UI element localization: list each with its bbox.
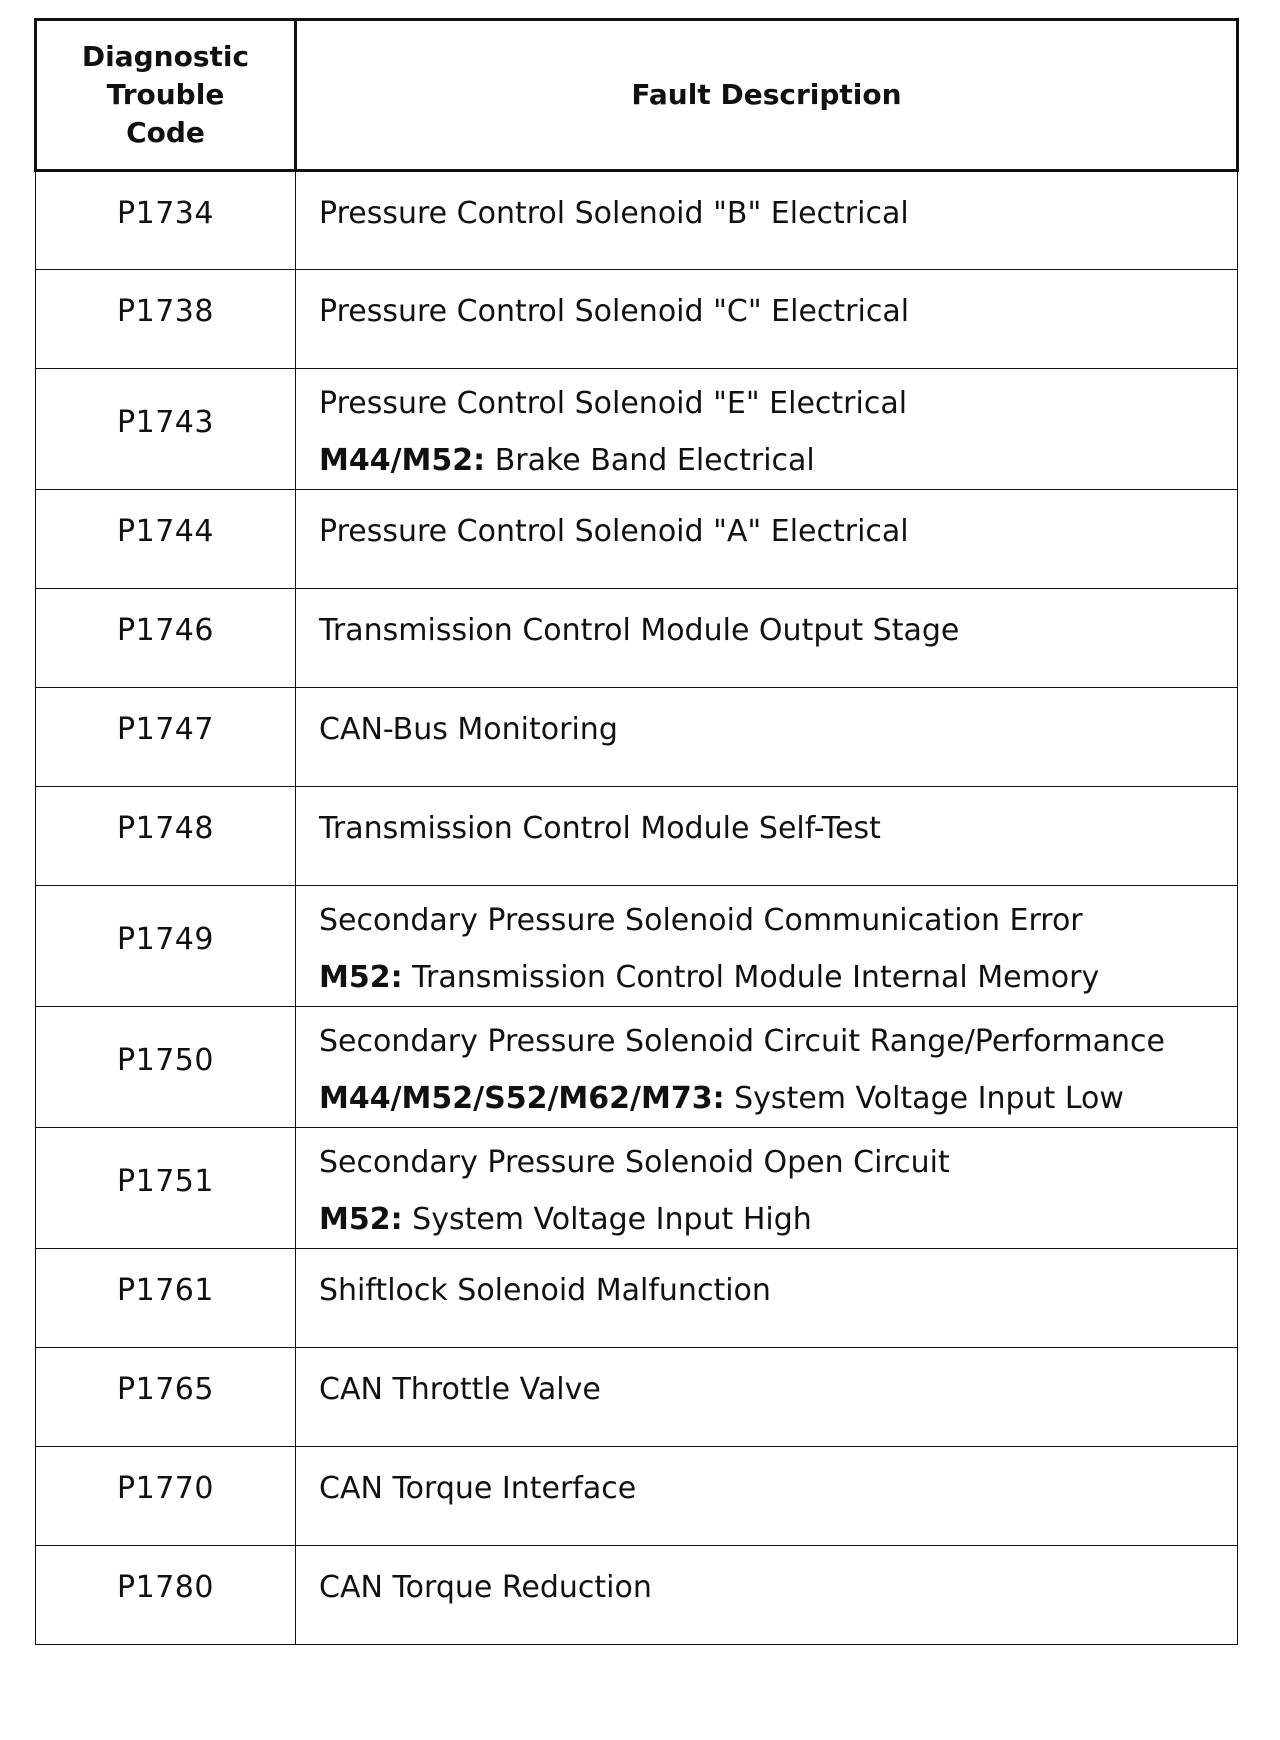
table-row <box>36 490 1238 589</box>
fault-description: CAN Torque Reduction <box>319 1570 652 1605</box>
dtc-code-cell <box>36 589 296 688</box>
header-code: Diagnostic Trouble Code <box>36 20 296 171</box>
dtc-code-cell <box>36 688 296 787</box>
engine-note-prefix: M52: <box>319 1202 403 1237</box>
dtc-code: P1734 <box>117 196 214 231</box>
fault-description-cell <box>296 589 1238 688</box>
dtc-code: P1780 <box>117 1570 214 1605</box>
fault-description: Pressure Control Solenoid "C" Electrical <box>319 294 910 329</box>
fault-description-cell <box>296 886 1238 1007</box>
fault-description: Pressure Control Solenoid "B" Electrical <box>319 196 909 231</box>
fault-description-cell <box>296 1546 1238 1645</box>
dtc-code-cell <box>36 1447 296 1546</box>
fault-description: Pressure Control Solenoid "E" Electrical <box>319 386 908 421</box>
fault-description: Transmission Control Module Output Stage <box>319 613 960 648</box>
fault-description-cell <box>296 787 1238 886</box>
table-row <box>36 1447 1238 1546</box>
dtc-code-cell <box>36 787 296 886</box>
table-row <box>36 886 1238 1007</box>
dtc-code: P1747 <box>117 712 214 747</box>
engine-note-text: System Voltage Input Low <box>724 1081 1124 1116</box>
table-row <box>36 1007 1238 1128</box>
fault-description: Pressure Control Solenoid "A" Electrical <box>319 514 909 549</box>
dtc-code-cell <box>36 1007 296 1128</box>
engine-note-text: Transmission Control Module Internal Memory <box>402 960 1100 995</box>
dtc-code: P1738 <box>117 294 214 329</box>
fault-description: Secondary Pressure Solenoid Circuit Range/Performance <box>319 1024 1165 1059</box>
header-row <box>36 20 1238 171</box>
engine-note-text: Brake Band Electrical <box>485 443 815 478</box>
dtc-code-cell <box>36 270 296 369</box>
dtc-code: P1746 <box>117 613 214 648</box>
dtc-code: P1748 <box>117 811 214 846</box>
fault-description-cell <box>296 1128 1238 1249</box>
table-row <box>36 787 1238 886</box>
fault-description: CAN Throttle Valve <box>319 1372 601 1407</box>
engine-note <box>319 949 1237 1006</box>
table-body <box>36 171 1238 1645</box>
dtc-code: P1761 <box>117 1273 214 1308</box>
table-row <box>36 688 1238 787</box>
table-row <box>36 1546 1238 1645</box>
table-row <box>36 1249 1238 1348</box>
engine-note <box>319 432 1237 489</box>
fault-description: Secondary Pressure Solenoid Open Circuit <box>319 1145 950 1180</box>
fault-description-cell <box>296 270 1238 369</box>
dtc-code: P1744 <box>117 514 214 549</box>
engine-note-prefix: M52: <box>319 960 403 995</box>
fault-description-cell <box>296 369 1238 490</box>
fault-description: CAN Torque Interface <box>319 1471 637 1506</box>
table-row <box>36 1128 1238 1249</box>
fault-description-cell <box>296 171 1238 270</box>
dtc-code: P1743 <box>117 405 214 440</box>
fault-description: Shiftlock Solenoid Malfunction <box>319 1273 771 1308</box>
dtc-code: P1770 <box>117 1471 214 1506</box>
dtc-code: P1750 <box>117 1043 214 1078</box>
dtc-code-cell <box>36 369 296 490</box>
table-row <box>36 589 1238 688</box>
table-header <box>36 20 1238 171</box>
dtc-code-cell <box>36 171 296 270</box>
dtc-code: P1749 <box>117 922 214 957</box>
dtc-code-cell <box>36 1546 296 1645</box>
fault-description-cell <box>296 688 1238 787</box>
engine-note-text: System Voltage Input High <box>402 1202 812 1237</box>
fault-description-cell <box>296 1447 1238 1546</box>
fault-description-cell <box>296 490 1238 589</box>
table-row <box>36 369 1238 490</box>
fault-description: Secondary Pressure Solenoid Communication Error <box>319 903 1083 938</box>
dtc-code: P1765 <box>117 1372 214 1407</box>
dtc-code-cell <box>36 1249 296 1348</box>
fault-description-cell <box>296 1348 1238 1447</box>
dtc-code-cell <box>36 1128 296 1249</box>
table-row <box>36 1348 1238 1447</box>
dtc-code: P1751 <box>117 1164 214 1199</box>
fault-description-cell <box>296 1007 1238 1128</box>
dtc-table <box>34 18 1239 1645</box>
dtc-code-cell <box>36 490 296 589</box>
table-row <box>36 171 1238 270</box>
engine-note-prefix: M44/M52: <box>319 443 486 478</box>
engine-note <box>319 1191 1237 1248</box>
dtc-code-cell <box>36 1348 296 1447</box>
fault-description: Transmission Control Module Self-Test <box>319 811 881 846</box>
header-description: Fault Description <box>296 20 1238 171</box>
engine-note <box>319 1070 1237 1127</box>
fault-description-cell <box>296 1249 1238 1348</box>
table-row <box>36 270 1238 369</box>
engine-note-prefix: M44/M52/S52/M62/M73: <box>319 1081 725 1116</box>
fault-description: CAN-Bus Monitoring <box>319 712 618 747</box>
dtc-code-cell <box>36 886 296 1007</box>
